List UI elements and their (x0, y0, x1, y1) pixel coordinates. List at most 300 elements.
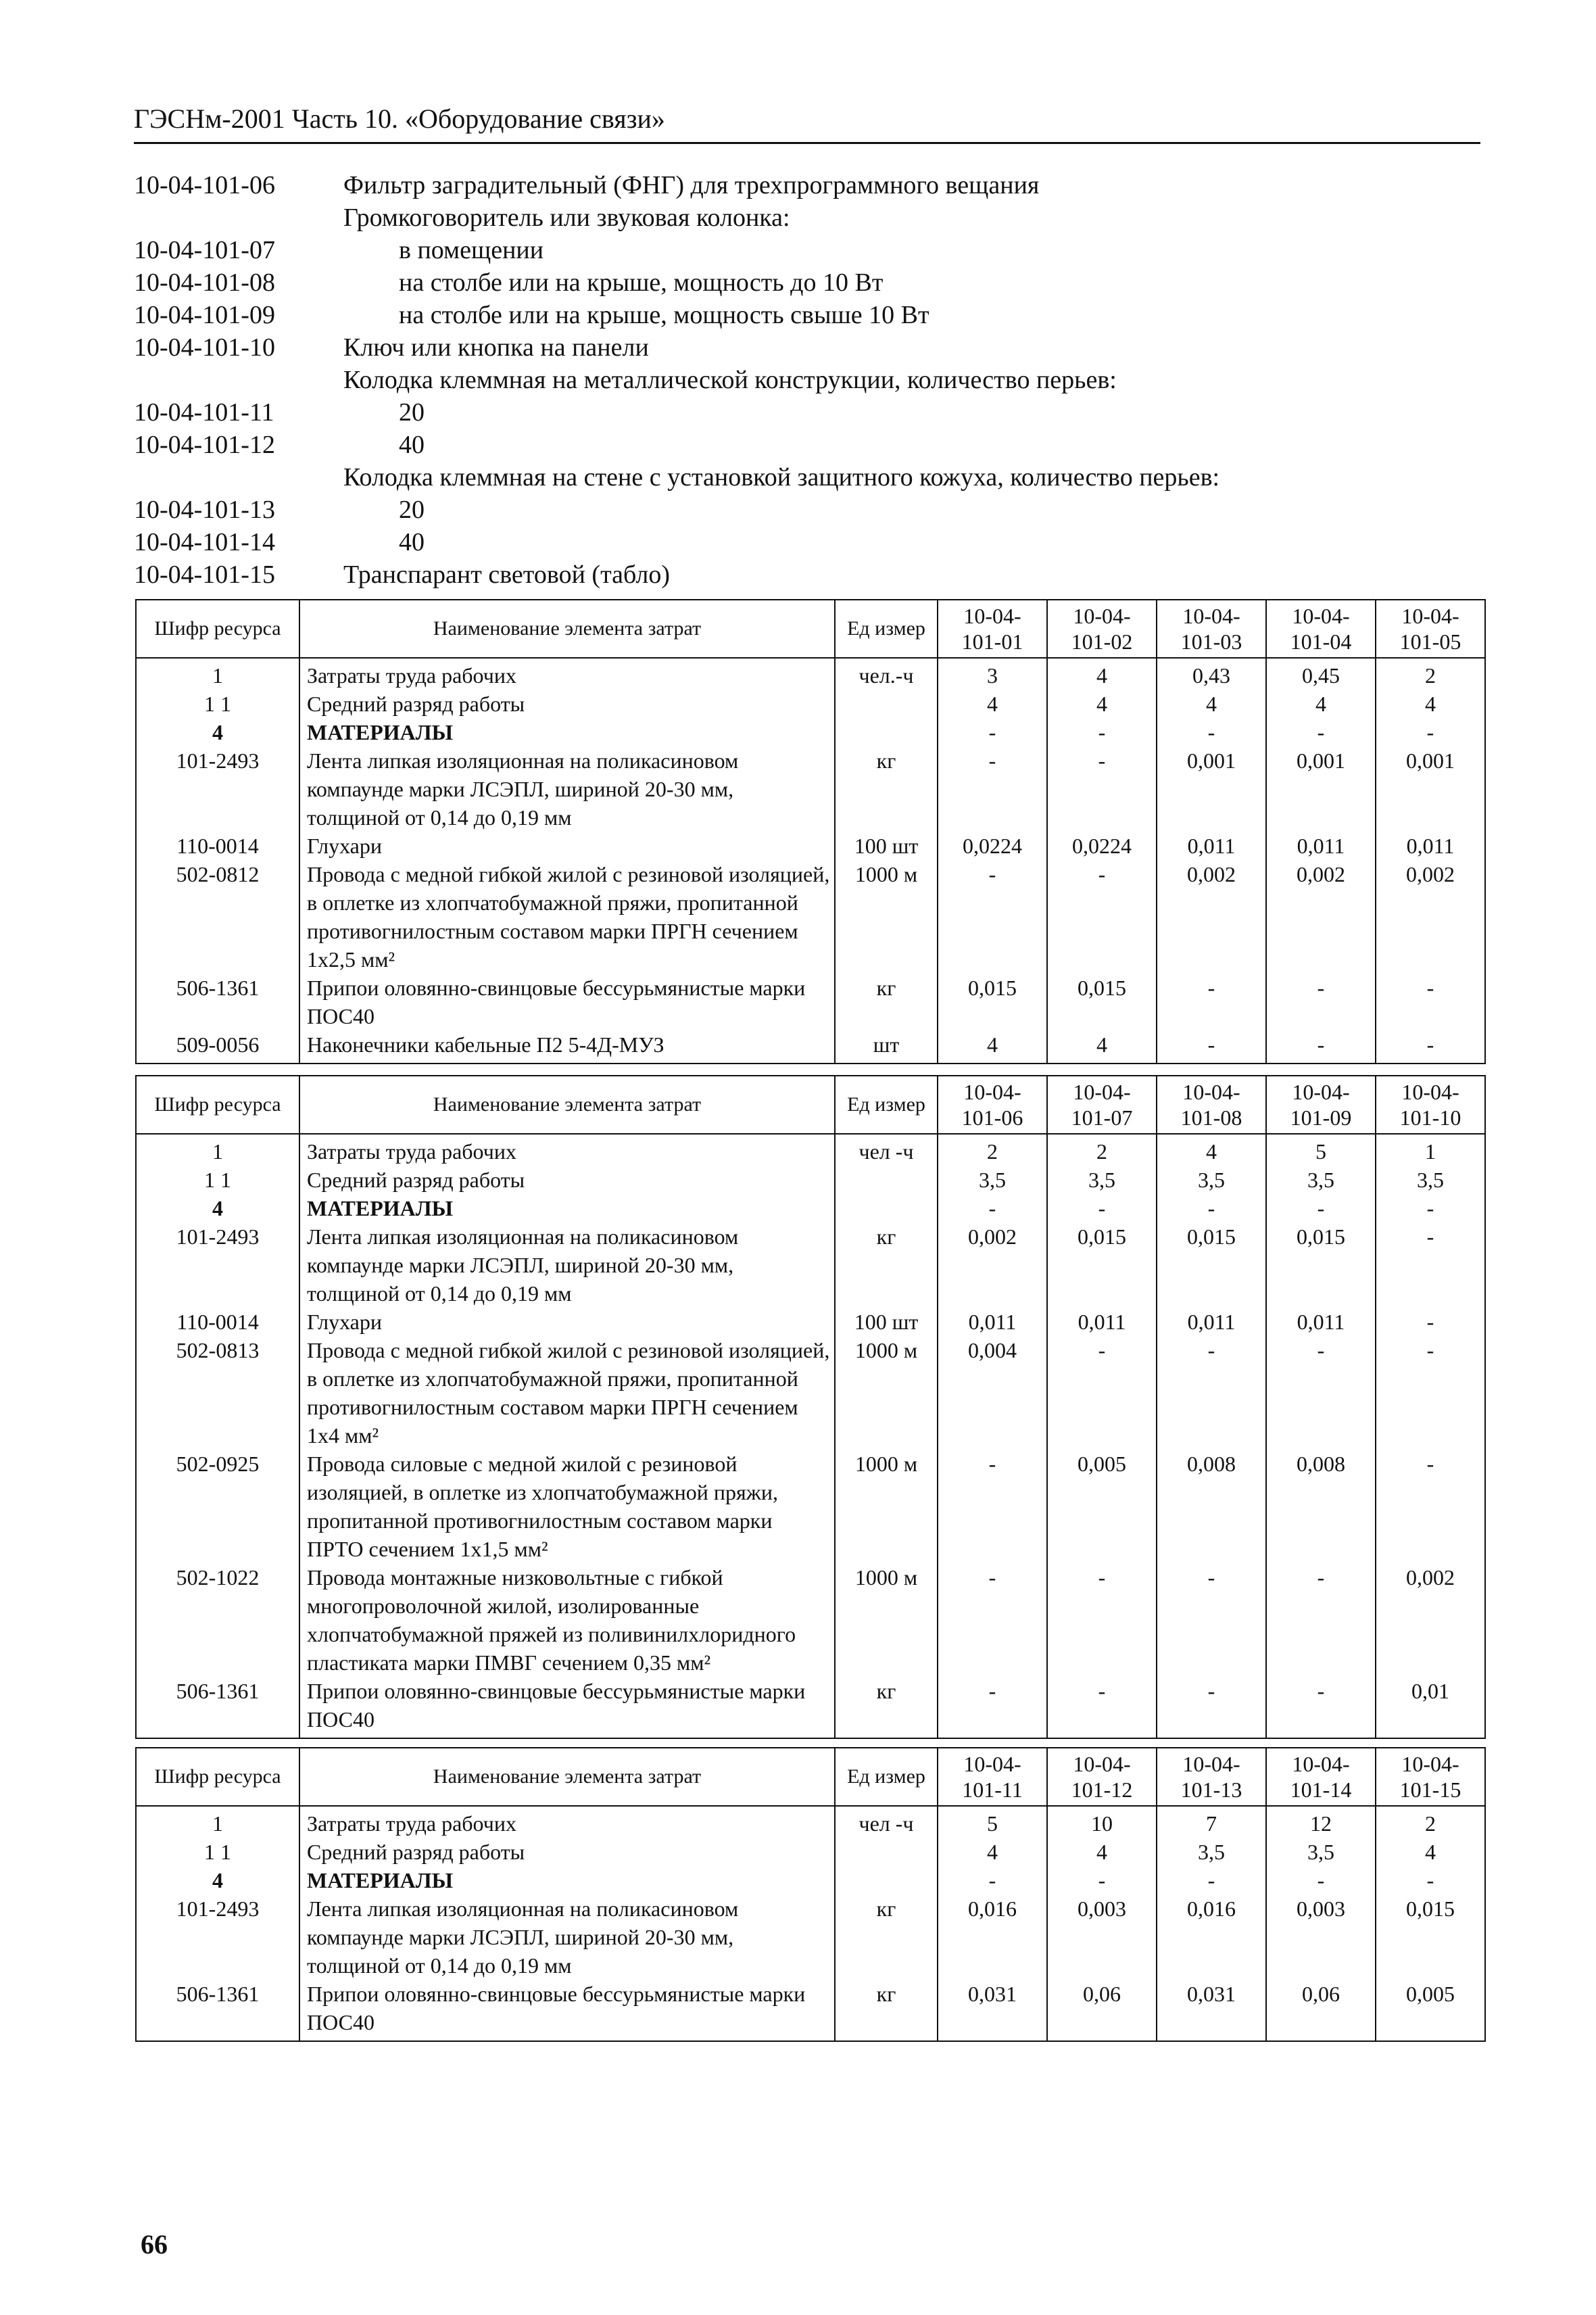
norm-value: 2 (1047, 1134, 1157, 1166)
cost-element-name: МАТЕРИАЛЫ (299, 718, 835, 746)
norm-value: - (938, 1563, 1047, 1677)
header-norm-code (1266, 1748, 1376, 1806)
header-unit: Ед измер (835, 1748, 938, 1806)
table-row (136, 832, 1485, 860)
header-cost-element: Наименование элемента затрат (299, 1748, 835, 1806)
norm-value: 4 (1047, 1838, 1157, 1866)
header-norm-code-line: 101-12 (1071, 1777, 1133, 1802)
code-list-item (134, 299, 1479, 331)
norm-value: 5 (1266, 1134, 1376, 1166)
norm-value: 0,003 (1047, 1894, 1157, 1980)
norm-value: 2 (1376, 658, 1485, 690)
norm-value: 3,5 (1157, 1838, 1266, 1866)
table-row (136, 1194, 1485, 1222)
norm-value: 0,011 (1157, 1308, 1266, 1336)
unit-cell: 1000 м (835, 1563, 938, 1677)
norm-value: - (1047, 860, 1157, 974)
norm-value: - (1157, 1563, 1266, 1677)
table-row (136, 1336, 1485, 1450)
norm-value: 0,06 (1266, 1980, 1376, 2041)
cost-element-name: Затраты труда рабочих (299, 658, 835, 690)
work-description: Колодка клеммная на металлической конструкции, количество перьев: (343, 366, 1117, 394)
work-description: в помещении (399, 236, 544, 264)
header-cost-element: Наименование элемента затрат (299, 1076, 835, 1134)
unit-cell (835, 690, 938, 718)
header-norm-code (1157, 1076, 1266, 1134)
norm-value: 0,0224 (938, 832, 1047, 860)
norm-value: 0,001 (1266, 746, 1376, 832)
header-norm-code-line: 101-07 (1071, 1105, 1133, 1130)
header-norm-code-line: 101-01 (961, 629, 1023, 654)
header-norm-code-line: 10-04- (1292, 1080, 1350, 1104)
norm-value: 10 (1047, 1806, 1157, 1838)
code-list-item (134, 234, 1479, 266)
norm-value: - (1157, 718, 1266, 746)
code-list-item (134, 558, 1479, 591)
unit-cell: 1000 м (835, 1450, 938, 1563)
norm-value: 0,008 (1157, 1450, 1266, 1563)
unit-cell: 1000 м (835, 1336, 938, 1450)
norm-value: 0,01 (1376, 1677, 1485, 1738)
header-norm-code (1157, 600, 1266, 658)
header-resource-code: Шифр ресурса (136, 600, 299, 658)
norm-value: - (938, 1866, 1047, 1894)
norm-value: 0,016 (938, 1894, 1047, 1980)
header-norm-code-line: 101-15 (1399, 1777, 1461, 1802)
cost-element-name: Припои оловянно-свинцовые бессурьмянистые марки ПОС40 (299, 1980, 835, 2041)
resource-code: 101-2493 (136, 746, 299, 832)
norms-table-3 (135, 1747, 1486, 2042)
norm-value: 12 (1266, 1806, 1376, 1838)
cost-element-name: Глухари (299, 832, 835, 860)
code-list-item (134, 364, 1479, 396)
code-list-item (134, 526, 1479, 558)
table-row (136, 1563, 1485, 1677)
work-description: на столбе или на крыше, мощность свыше 10 Вт (399, 301, 929, 329)
header-norm-code-line: 10-04- (1182, 604, 1240, 628)
header-resource-code: Шифр ресурса (136, 1748, 299, 1806)
norm-value: 0,005 (1376, 1980, 1485, 2041)
unit-cell: кг (835, 1980, 938, 2041)
work-description: Ключ или кнопка на панели (343, 333, 649, 362)
norm-value: - (1376, 1030, 1485, 1064)
resource-code: 110-0014 (136, 1308, 299, 1336)
header-norm-code-line: 101-05 (1399, 629, 1461, 654)
norm-value: - (1157, 974, 1266, 1030)
resource-code: 502-0925 (136, 1450, 299, 1563)
norm-value: 0,015 (1157, 1222, 1266, 1308)
work-description: Транспарант световой (табло) (343, 560, 671, 589)
norm-value: - (1266, 1336, 1376, 1450)
norm-value: 3,5 (1376, 1166, 1485, 1194)
norm-value: 0,011 (1376, 832, 1485, 860)
unit-cell (835, 718, 938, 746)
norm-value: 0,015 (1047, 1222, 1157, 1308)
code-list-item (134, 429, 1479, 461)
unit-cell: кг (835, 1677, 938, 1738)
norm-value: 7 (1157, 1806, 1266, 1838)
header-norm-code (1376, 600, 1485, 658)
norm-value: 4 (1266, 690, 1376, 718)
code-list-item (134, 331, 1479, 364)
unit-cell (835, 1194, 938, 1222)
table-row (136, 860, 1485, 974)
norm-value: 4 (1376, 1838, 1485, 1866)
norm-value: 3,5 (1047, 1166, 1157, 1194)
norm-value: - (1266, 1030, 1376, 1064)
norm-value: - (1376, 718, 1485, 746)
cost-element-name: Затраты труда рабочих (299, 1134, 835, 1166)
cost-element-name: Средний разряд работы (299, 690, 835, 718)
resource-code: 509-0056 (136, 1030, 299, 1064)
norm-value: - (1376, 1222, 1485, 1308)
header-cost-element: Наименование элемента затрат (299, 600, 835, 658)
table-row (136, 1450, 1485, 1563)
norm-value: - (1376, 1336, 1485, 1450)
work-description: 20 (399, 496, 425, 524)
norm-value: 3 (938, 658, 1047, 690)
norm-value: 3,5 (938, 1166, 1047, 1194)
norm-value: 0,011 (1266, 1308, 1376, 1336)
resource-code: 1 1 (136, 690, 299, 718)
norm-value: 0,0224 (1047, 832, 1157, 860)
norms-table-1 (135, 599, 1486, 1064)
norm-value: - (1157, 1866, 1266, 1894)
norm-value: 0,004 (938, 1336, 1047, 1450)
resource-code: 1 1 (136, 1166, 299, 1194)
header-norm-code (1047, 1076, 1157, 1134)
norm-value: 4 (938, 1838, 1047, 1866)
cost-element-name: Средний разряд работы (299, 1838, 835, 1866)
code-list-item (134, 201, 1479, 234)
norm-value: - (1047, 1677, 1157, 1738)
norm-value: 4 (1376, 690, 1485, 718)
table-header-row (136, 1076, 1485, 1134)
norm-value: 4 (1047, 1030, 1157, 1064)
table-row (136, 746, 1485, 832)
norm-value: - (1376, 1194, 1485, 1222)
header-norm-code-line: 101-10 (1399, 1105, 1461, 1130)
norm-value: 0,015 (1047, 974, 1157, 1030)
work-code: 10-04-101-13 (134, 496, 275, 524)
header-norm-code-line: 101-03 (1180, 629, 1242, 654)
norm-value: 0,003 (1266, 1894, 1376, 1980)
norm-value: - (1157, 1194, 1266, 1222)
header-norm-code-line: 10-04- (1182, 1080, 1240, 1104)
header-norm-code-line: 10-04- (1292, 604, 1350, 628)
norm-value: 0,011 (1157, 832, 1266, 860)
header-divider (134, 142, 1480, 144)
code-list-item (134, 266, 1479, 299)
header-norm-code (1376, 1076, 1485, 1134)
work-code: 10-04-101-14 (134, 528, 275, 556)
cost-element-name: Провода с медной гибкой жилой с резиновой изоляцией, в оплетке из хлопчатобумажной пряжи, пропитанной противогнилостным составом марки ПРГН сечением 1х2,5 мм² (299, 860, 835, 974)
page-header: ГЭСНм-2001 Часть 10. «Оборудование связи» (134, 103, 665, 134)
code-list-item (134, 396, 1479, 429)
norm-value: 0,016 (1157, 1894, 1266, 1980)
norm-value: - (938, 718, 1047, 746)
norm-value: 0,002 (1376, 860, 1485, 974)
resource-code: 502-0812 (136, 860, 299, 974)
norm-value: 0,011 (1266, 832, 1376, 860)
cost-element-name: Провода с медной гибкой жилой с резиновой изоляцией, в оплетке из хлопчатобумажной пряжи, пропитанной противогнилостным составом марки ПРГН сечением 1х4 мм² (299, 1336, 835, 1450)
header-norm-code (1266, 1076, 1376, 1134)
table-row (136, 1166, 1485, 1194)
cost-element-name: Лента липкая изоляционная на поликасиновом компаунде марки ЛСЭПЛ, шириной 20-30 мм, толщиной от 0,14 до 0,19 мм (299, 1894, 835, 1980)
norm-value: - (938, 1450, 1047, 1563)
unit-cell (835, 1166, 938, 1194)
norm-value: - (1376, 1450, 1485, 1563)
norm-value: - (1047, 1866, 1157, 1894)
norm-value: - (1266, 718, 1376, 746)
resource-code: 506-1361 (136, 1980, 299, 2041)
cost-element-name: Провода монтажные низковольтные с гибкой многопроволочной жилой, изолированные хлопчатобумажной пряжей из поливинилхлоридного пластиката марки ПМВГ сечением 0,35 мм² (299, 1563, 835, 1677)
cost-element-name: Лента липкая изоляционная на поликасиновом компаунде марки ЛСЭПЛ, шириной 20-30 мм, толщиной от 0,14 до 0,19 мм (299, 746, 835, 832)
resource-code: 1 (136, 658, 299, 690)
resource-code: 110-0014 (136, 832, 299, 860)
header-norm-code (1157, 1748, 1266, 1806)
norm-value: 4 (1157, 690, 1266, 718)
norm-value: 3,5 (1266, 1838, 1376, 1866)
norm-value: - (1157, 1030, 1266, 1064)
norm-value: 0,015 (1266, 1222, 1376, 1308)
header-norm-code-line: 10-04- (963, 1752, 1021, 1776)
header-norm-code-line: 101-04 (1290, 629, 1352, 654)
header-norm-code (1047, 1748, 1157, 1806)
resource-code: 1 (136, 1806, 299, 1838)
header-norm-code (938, 600, 1047, 658)
norm-value: 0,011 (938, 1308, 1047, 1336)
norm-value: - (1266, 974, 1376, 1030)
norm-value: 0,015 (1376, 1894, 1485, 1980)
norm-value: - (1266, 1194, 1376, 1222)
norm-value: - (1047, 746, 1157, 832)
code-list-item (134, 494, 1479, 526)
table-row (136, 1806, 1485, 1838)
work-code: 10-04-101-08 (134, 268, 275, 297)
norm-value: 0,06 (1047, 1980, 1157, 2041)
unit-cell: чел -ч (835, 1134, 938, 1166)
header-norm-code (1266, 600, 1376, 658)
table-row (136, 1308, 1485, 1336)
norm-value: - (1157, 1677, 1266, 1738)
resource-code: 506-1361 (136, 974, 299, 1030)
unit-cell: кг (835, 746, 938, 832)
table-row (136, 1866, 1485, 1894)
norm-value: 0,002 (1376, 1563, 1485, 1677)
header-norm-code-line: 10-04- (1292, 1752, 1350, 1776)
norm-value: - (1157, 1336, 1266, 1450)
resource-code: 502-1022 (136, 1563, 299, 1677)
resource-code: 506-1361 (136, 1677, 299, 1738)
header-norm-code-line: 10-04- (963, 1080, 1021, 1104)
table-row (136, 1838, 1485, 1866)
norms-table-2 (135, 1075, 1486, 1739)
header-norm-code-line: 101-06 (961, 1105, 1023, 1130)
unit-cell (835, 1838, 938, 1866)
header-unit: Ед измер (835, 600, 938, 658)
header-norm-code (1047, 600, 1157, 658)
code-list-item (134, 461, 1479, 494)
table-row (136, 1677, 1485, 1738)
norm-value: 0,005 (1047, 1450, 1157, 1563)
norm-value: 0,45 (1266, 658, 1376, 690)
cost-element-name: Припои оловянно-свинцовые бессурьмянистые марки ПОС40 (299, 974, 835, 1030)
norm-value: - (1376, 974, 1485, 1030)
norm-value: - (1266, 1866, 1376, 1894)
norm-value: 2 (938, 1134, 1047, 1166)
unit-cell: кг (835, 1894, 938, 1980)
work-description: Фильтр заградительный (ФНГ) для трехпрограммного вещания (343, 171, 1040, 199)
norm-value: 0,002 (938, 1222, 1047, 1308)
norm-value: 4 (1157, 1134, 1266, 1166)
unit-cell: чел -ч (835, 1806, 938, 1838)
norm-value: 3,5 (1266, 1166, 1376, 1194)
table-row (136, 718, 1485, 746)
cost-element-name: МАТЕРИАЛЫ (299, 1866, 835, 1894)
norm-value: 4 (1047, 690, 1157, 718)
work-code-list (134, 169, 1479, 591)
cost-element-name: Припои оловянно-свинцовые бессурьмянистые марки ПОС40 (299, 1677, 835, 1738)
norm-value: 0,031 (1157, 1980, 1266, 2041)
norm-value: - (1047, 1563, 1157, 1677)
header-unit: Ед измер (835, 1076, 938, 1134)
table-header-row (136, 1748, 1485, 1806)
cost-element-name: Наконечники кабельные П2 5-4Д-МУЗ (299, 1030, 835, 1064)
norm-value: 0,002 (1266, 860, 1376, 974)
norm-value: 0,001 (1376, 746, 1485, 832)
header-norm-code-line: 10-04- (1182, 1752, 1240, 1776)
work-code (134, 461, 343, 494)
header-norm-code-line: 101-11 (962, 1777, 1023, 1802)
header-norm-code (938, 1748, 1047, 1806)
header-norm-code-line: 101-02 (1071, 629, 1133, 654)
table-row (136, 1980, 1485, 2041)
page-number: 66 (141, 2229, 168, 2260)
header-norm-code-line: 101-14 (1290, 1777, 1352, 1802)
code-list-item (134, 169, 1479, 201)
resource-code: 101-2493 (136, 1894, 299, 1980)
norm-value: - (938, 1677, 1047, 1738)
resource-code: 1 (136, 1134, 299, 1166)
norm-value: 0,002 (1157, 860, 1266, 974)
header-norm-code-line: 10-04- (1401, 1080, 1459, 1104)
resource-code: 1 1 (136, 1838, 299, 1866)
work-code (134, 364, 343, 396)
unit-cell: кг (835, 974, 938, 1030)
norm-value: 0,43 (1157, 658, 1266, 690)
cost-element-name: Провода силовые с медной жилой с резиновой изоляцией, в оплетке из хлопчатобумажной пряжи, пропитанной противогнилостным составом марки ПРТО сечением 1х1,5 мм² (299, 1450, 835, 1563)
norm-value: - (1047, 1194, 1157, 1222)
work-description: Колодка клеммная на стене с установкой защитного кожуха, количество перьев: (343, 463, 1220, 492)
unit-cell: 100 шт (835, 832, 938, 860)
work-code: 10-04-101-06 (134, 171, 275, 199)
header-norm-code-line: 101-09 (1290, 1105, 1352, 1130)
norm-value: 0,001 (1157, 746, 1266, 832)
header-norm-code-line: 10-04- (1073, 604, 1131, 628)
work-code: 10-04-101-15 (134, 560, 275, 589)
norm-value: 4 (938, 1030, 1047, 1064)
header-norm-code-line: 10-04- (1401, 604, 1459, 628)
norm-value: 5 (938, 1806, 1047, 1838)
work-code: 10-04-101-12 (134, 431, 275, 459)
header-norm-code-line: 101-13 (1180, 1777, 1242, 1802)
norm-value: 0,031 (938, 1980, 1047, 2041)
work-code (134, 201, 343, 234)
unit-cell: кг (835, 1222, 938, 1308)
norm-value: 0,008 (1266, 1450, 1376, 1563)
norm-value: 2 (1376, 1806, 1485, 1838)
work-description: на столбе или на крыше, мощность до 10 Вт (399, 268, 884, 297)
unit-cell: чел.-ч (835, 658, 938, 690)
cost-element-name: МАТЕРИАЛЫ (299, 1194, 835, 1222)
cost-element-name: Средний разряд работы (299, 1166, 835, 1194)
resource-code: 4 (136, 718, 299, 746)
norm-value: - (1266, 1563, 1376, 1677)
resource-code: 101-2493 (136, 1222, 299, 1308)
norm-value: - (1266, 1677, 1376, 1738)
cost-element-name: Лента липкая изоляционная на поликасиновом компаунде марки ЛСЭПЛ, шириной 20-30 мм, толщиной от 0,14 до 0,19 мм (299, 1222, 835, 1308)
norm-value: - (938, 860, 1047, 974)
table-row (136, 974, 1485, 1030)
unit-cell (835, 1866, 938, 1894)
cost-element-name: Глухари (299, 1308, 835, 1336)
norm-value: 1 (1376, 1134, 1485, 1166)
header-norm-code (938, 1076, 1047, 1134)
work-code: 10-04-101-09 (134, 301, 275, 329)
work-description: 40 (399, 528, 425, 556)
norm-value: - (1047, 718, 1157, 746)
table-row (136, 1030, 1485, 1064)
work-description: Громкоговоритель или звуковая колонка: (343, 204, 790, 232)
norm-value: - (1376, 1308, 1485, 1336)
norm-value: 3,5 (1157, 1166, 1266, 1194)
table-row (136, 1222, 1485, 1308)
norm-value: - (938, 746, 1047, 832)
table-row (136, 658, 1485, 690)
norm-value: 0,011 (1047, 1308, 1157, 1336)
header-norm-code-line: 10-04- (1073, 1080, 1131, 1104)
unit-cell: 100 шт (835, 1308, 938, 1336)
resource-code: 4 (136, 1194, 299, 1222)
header-norm-code (1376, 1748, 1485, 1806)
resource-code: 4 (136, 1866, 299, 1894)
norm-value: - (938, 1194, 1047, 1222)
norm-value: 4 (1047, 658, 1157, 690)
norm-value: - (1047, 1336, 1157, 1450)
unit-cell: 1000 м (835, 860, 938, 974)
norm-value: - (1376, 1866, 1485, 1894)
header-norm-code-line: 10-04- (1073, 1752, 1131, 1776)
table-row (136, 690, 1485, 718)
header-norm-code-line: 101-08 (1180, 1105, 1242, 1130)
work-code: 10-04-101-10 (134, 333, 275, 362)
resource-code: 502-0813 (136, 1336, 299, 1450)
work-description: 40 (399, 431, 425, 459)
unit-cell: шт (835, 1030, 938, 1064)
cost-element-name: Затраты труда рабочих (299, 1806, 835, 1838)
header-resource-code: Шифр ресурса (136, 1076, 299, 1134)
table-row (136, 1894, 1485, 1980)
table-header-row (136, 600, 1485, 658)
norm-value: 0,015 (938, 974, 1047, 1030)
header-norm-code-line: 10-04- (1401, 1752, 1459, 1776)
table-row (136, 1134, 1485, 1166)
work-code: 10-04-101-07 (134, 236, 275, 264)
work-description: 20 (399, 398, 425, 427)
header-norm-code-line: 10-04- (963, 604, 1021, 628)
norm-value: 4 (938, 690, 1047, 718)
